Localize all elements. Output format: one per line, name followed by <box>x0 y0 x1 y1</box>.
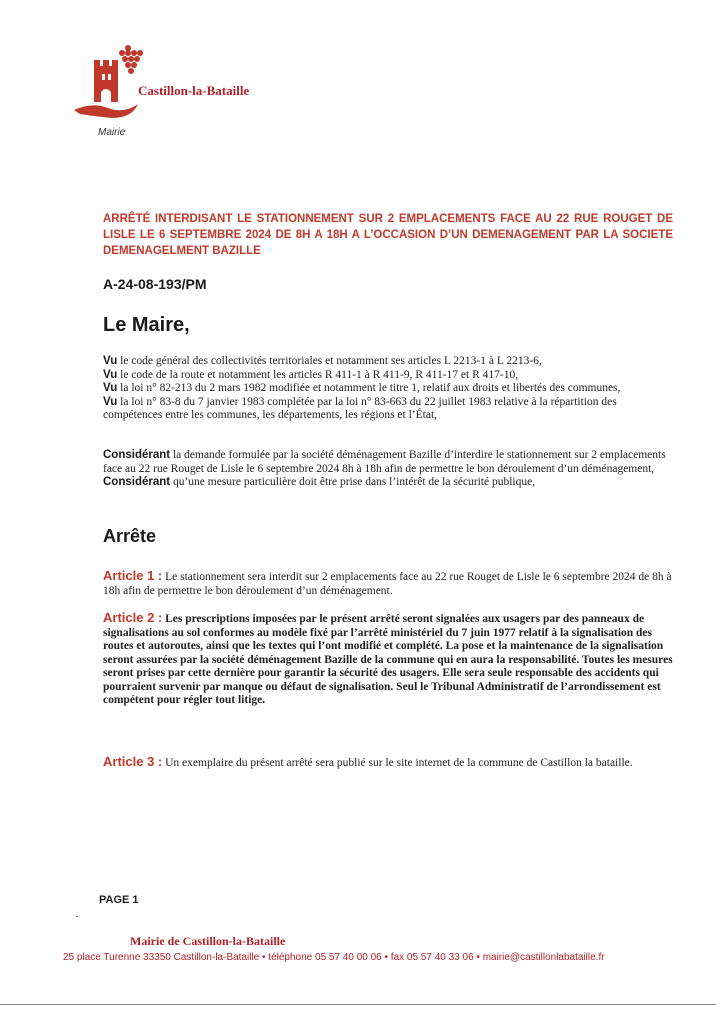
page-number: PAGE 1 <box>99 894 139 906</box>
vu-item <box>103 396 673 423</box>
vu-item <box>103 355 673 369</box>
footer-address: 25 place Turenne 33350 Castillon-la-Bataille • téléphone 05 57 40 00 06 • fax 05 57 40 33 06 • mairie@castillonlabataille.fr <box>63 952 605 963</box>
vu-text: le code de la route et notamment les articles R 411-1 à R 411-9, R 411-17 et R 417-10, <box>117 368 519 381</box>
divider <box>76 916 78 917</box>
document-title: ARRÊTÉ INTERDISANT LE STATIONNEMENT SUR 2 EMPLACEMENTS FACE AU 22 RUE ROUGET DE LISLE LE 6 SEPTEMBRE 2024 DE 8H A 18H A L’OCCASION D’UN DEMENAGEMENT PAR LA SOCIETE DEMENAGELMENT BAZILLE <box>103 213 673 257</box>
article-text: Les prescriptions imposées par le présent arrêté seront signalées aux usagers par des panneaux de signalisations au sol conformes au modèle fixé par l’arrêté ministériel du 7 juin 1977 relatif à la signalisation des routes et autoroutes, ainsi que les textes qui l’ont modifié et complété. La pose et la maintenance de la signalisation seront assurées par la société déménagement Bazille de la commune qui en aura la responsabilité. Toutes les mesures seront prises par cette dernière pour garantir la sécurité des usagers. Elle sera seule responsable des accidents qui pourraient survenir par manque ou défaut de signalisation. Seul le Tribunal Administratif de l’arrondissement est compétent pour régler tout litige. <box>103 613 673 706</box>
considerant-section <box>103 449 673 490</box>
vu-text: le code général des collectivités territoriales et notamment ses articles L 2213-1 à L 2213-6, <box>117 355 542 367</box>
considerant-keyword: Considérant <box>103 449 171 461</box>
vu-keyword: Vu <box>103 368 118 381</box>
considerant-keyword: Considérant <box>103 476 171 488</box>
article-label: Article 1 : <box>103 568 163 583</box>
considerant-text: qu’une mesure particulière doit être prise dans l’intérêt de la sécurité publique, <box>170 476 536 488</box>
vu-keyword: Vu <box>103 355 118 367</box>
vu-section <box>103 355 673 423</box>
article-2 <box>103 611 673 708</box>
article-1 <box>103 569 673 598</box>
vu-text: la loi n° 83-8 du 7 janvier 1983 complétée par la loi n° 83-663 du 22 juillet 1983 relative à la répartition des compétences entre les communes, les départements, les régions et l’État, <box>103 395 617 421</box>
vu-keyword: Vu <box>103 382 118 394</box>
heading-maire: Le Maire, <box>103 314 190 336</box>
brand-subtitle: Mairie <box>98 127 126 138</box>
article-text: Un exemplaire du présent arrêté sera publié sur le site internet de la commune de Castillon la bataille. <box>162 757 633 769</box>
article-label: Article 3 : <box>103 754 163 769</box>
vu-keyword: Vu <box>103 395 118 408</box>
heading-arrete: Arrête <box>103 526 157 546</box>
reference-number: A-24-08-193/PM <box>103 276 207 292</box>
considerant-item <box>103 476 673 490</box>
article-label: Article 2 : <box>103 610 163 625</box>
considerant-text: la demande formulée par la société déménagement Bazille d’interdire le stationnement sur 2 emplacements face au 22 rue Rouget de Lisle le 6 septembre 2024 8h à 18h afin de permettre le bon déroulement d’un déménagement, <box>103 449 666 475</box>
footer-name: Mairie de Castillon-la-Bataille <box>130 934 286 948</box>
vu-text: la loi n° 82-213 du 2 mars 1982 modifiée et notamment le titre 1, relatif aux droits et libertés des communes, <box>117 382 621 394</box>
footer-rule <box>0 1004 716 1005</box>
considerant-item <box>103 449 673 476</box>
vu-item <box>103 369 673 383</box>
vu-item <box>103 382 673 396</box>
brand-name: Castillon-la-Bataille <box>138 83 250 98</box>
article-3 <box>103 755 673 771</box>
article-text: Le stationnement sera interdit sur 2 emplacements face au 22 rue Rouget de Lisle le 6 septembre 2024 de 8h à 18h afin de permettre le bon déroulement d’un déménagement. <box>103 571 672 597</box>
